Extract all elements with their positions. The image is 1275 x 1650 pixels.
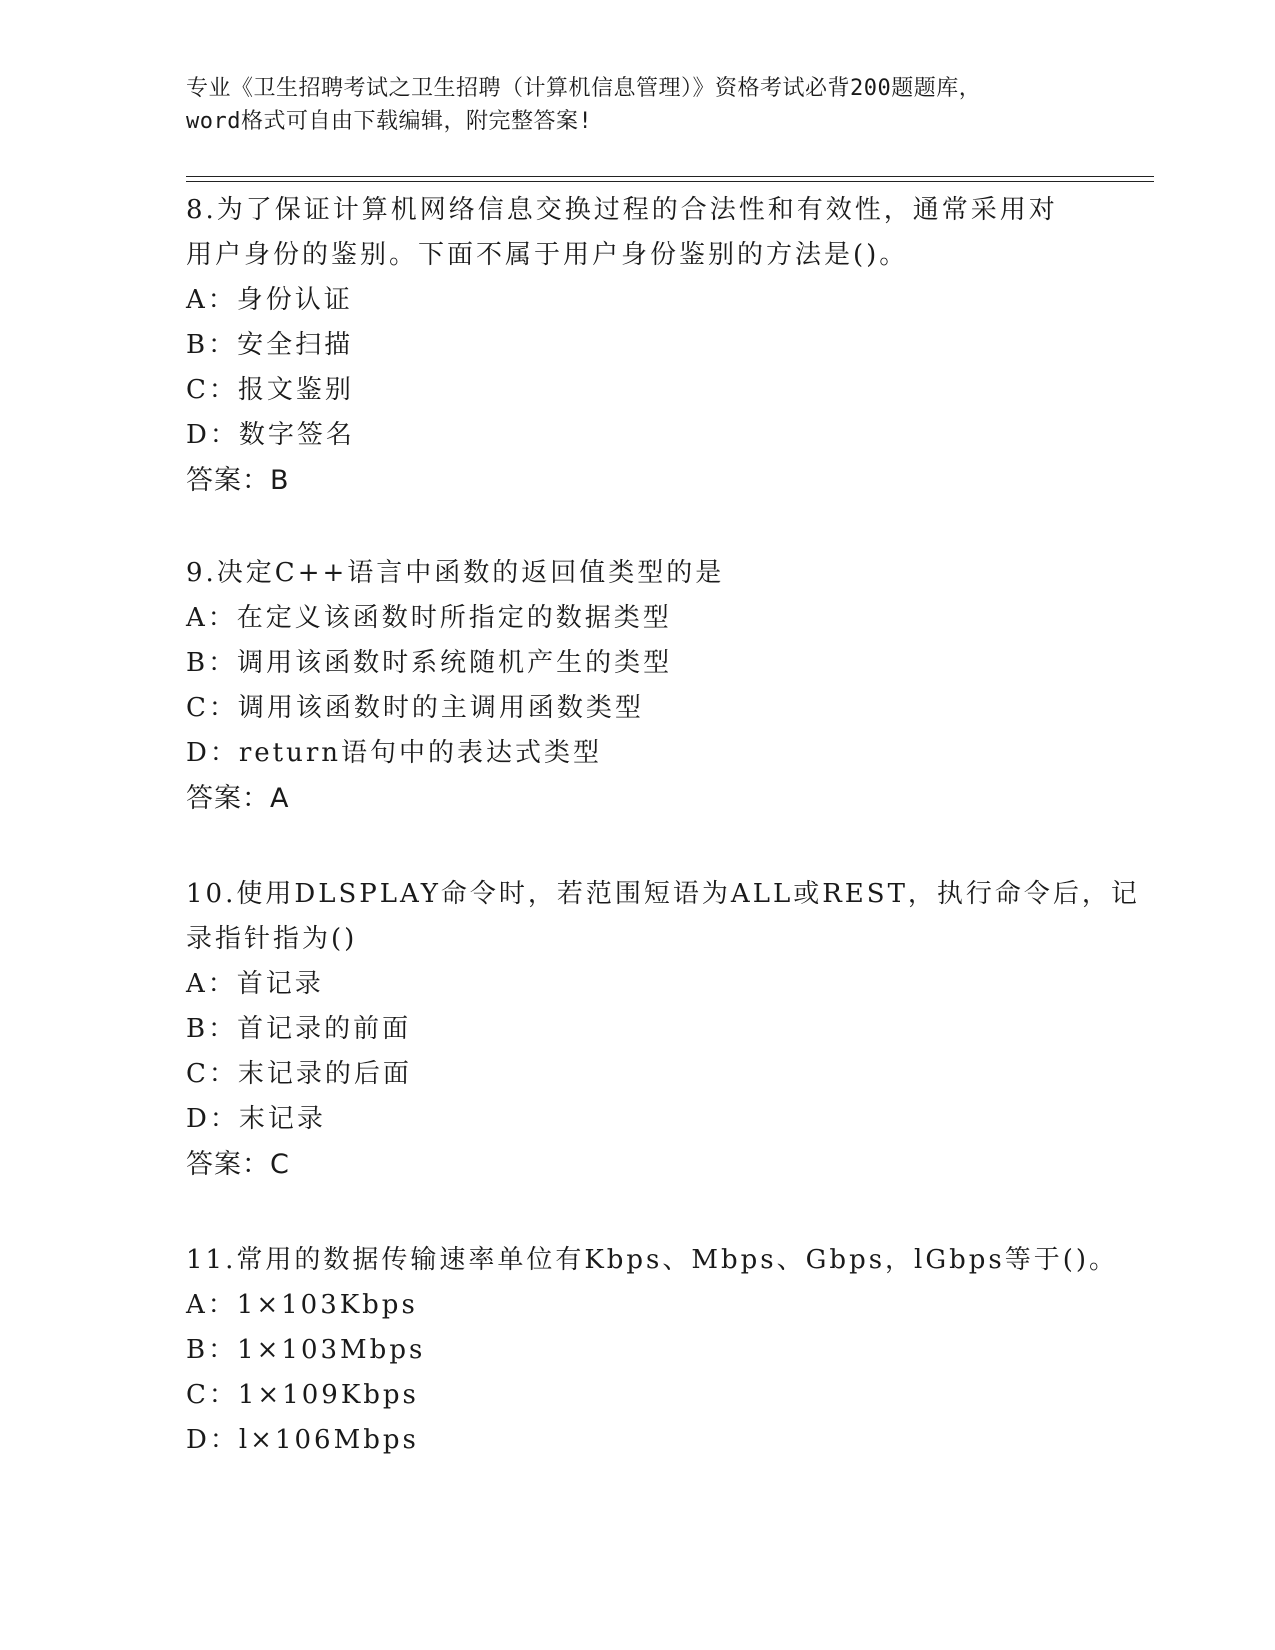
option-c: C：末记录的后面	[186, 1059, 412, 1089]
question-stem: 录指针指为()	[186, 924, 358, 954]
question-stem: 9.决定C++语言中函数的返回值类型的是	[186, 558, 725, 588]
option-d: D：末记录	[186, 1104, 326, 1134]
option-a: A：1×103Kbps	[186, 1290, 418, 1320]
question-stem: 11.常用的数据传输速率单位有Kbps、Mbps、Gbps，lGbps等于()。	[186, 1245, 1119, 1275]
option-a: A：身份认证	[186, 285, 353, 315]
header-line-1: 专业《卫生招聘考试之卫生招聘（计算机信息管理）》资格考试必背200题题库，	[186, 76, 982, 101]
question-10	[186, 872, 1140, 1187]
answer: 答案：C	[186, 1149, 290, 1180]
option-c: C：1×109Kbps	[186, 1380, 419, 1410]
answer: 答案：B	[186, 465, 290, 496]
option-c: C：调用该函数时的主调用函数类型	[186, 693, 644, 723]
question-stem: 10.使用DLSPLAY命令时，若范围短语为ALL或REST，执行命令后，记	[186, 879, 1140, 909]
option-b: B：安全扫描	[186, 330, 354, 360]
option-b: B：调用该函数时系统随机产生的类型	[186, 648, 673, 678]
header-divider	[186, 176, 1154, 182]
option-a: A：首记录	[186, 969, 324, 999]
option-d: D：return语句中的表达式类型	[186, 738, 603, 768]
question-stem: 用户身份的鉴别。下面不属于用户身份鉴别的方法是()。	[186, 240, 909, 270]
question-9	[186, 551, 1086, 821]
option-d: D：l×106Mbps	[186, 1425, 419, 1455]
question-11	[186, 1238, 1119, 1463]
answer: 答案：A	[186, 783, 290, 814]
option-d: D：数字签名	[186, 420, 355, 450]
question-8	[186, 188, 1086, 503]
header-line-2: word格式可自由下载编辑，附完整答案!	[186, 109, 593, 134]
option-a: A：在定义该函数时所指定的数据类型	[186, 603, 672, 633]
option-b: B：首记录的前面	[186, 1014, 412, 1044]
option-b: B：1×103Mbps	[186, 1335, 426, 1365]
option-c: C：报文鉴别	[186, 375, 354, 405]
document-header	[186, 72, 1086, 138]
question-stem: 8.为了保证计算机网络信息交换过程的合法性和有效性，通常采用对	[186, 195, 1058, 225]
